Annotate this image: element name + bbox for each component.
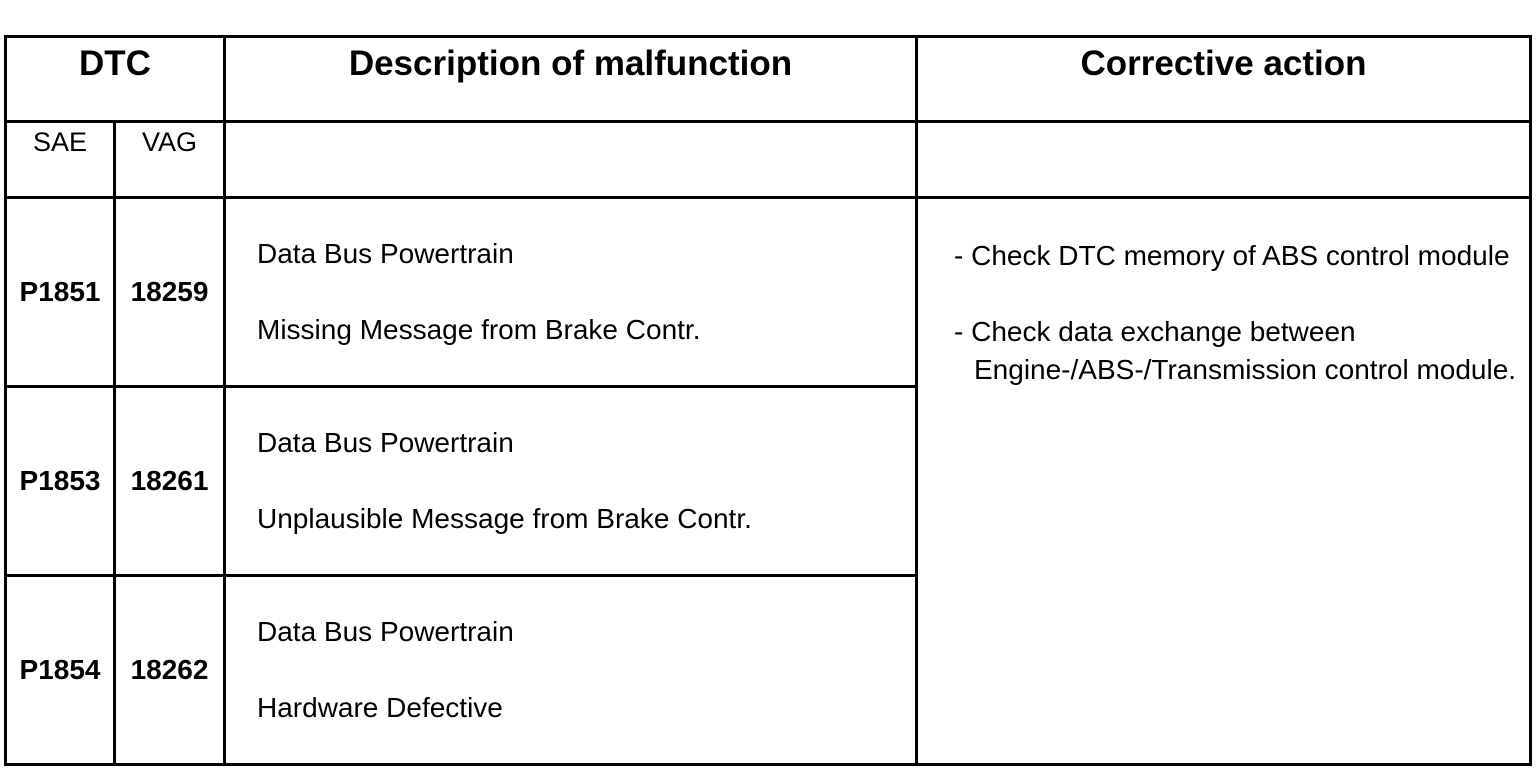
subheader-vag: VAG (141, 127, 197, 157)
header-cell-description (225, 37, 917, 122)
description-line-1: Data Bus Powertrain (257, 616, 514, 647)
subheader-cell-vag (115, 122, 225, 198)
header-dtc: DTC (79, 44, 151, 83)
vag-code: 18262 (115, 576, 225, 765)
corrective-action-cell (917, 198, 1531, 765)
vag-code: 18261 (115, 387, 225, 576)
corrective-action-item: - Check data exchange between Engine-/ABS-/Transmission control module. (954, 316, 1517, 385)
subheader-row (6, 122, 1531, 198)
sae-code: P1851 (6, 198, 115, 387)
description-cell (225, 576, 917, 765)
subheader-cell-description (225, 122, 917, 198)
description-line-1: Data Bus Powertrain (257, 427, 514, 458)
header-cell-dtc (6, 37, 225, 122)
vag-code: 18259 (115, 198, 225, 387)
subheader-cell-corrective (917, 122, 1531, 198)
dtc-table (4, 35, 1532, 766)
header-cell-corrective-action (917, 37, 1531, 122)
corrective-action-item: - Check DTC memory of ABS control module (954, 240, 1510, 271)
header-description: Description of malfunction (348, 44, 793, 83)
description-cell (225, 198, 917, 387)
description-line-2: Missing Message from Brake Contr. (257, 314, 701, 345)
header-corrective-action: Corrective action (1080, 44, 1367, 83)
description-line-1: Data Bus Powertrain (257, 238, 514, 269)
description-line-2: Hardware Defective (257, 692, 503, 723)
subheader-sae: SAE (32, 127, 88, 157)
sae-code: P1853 (6, 387, 115, 576)
subheader-cell-sae (6, 122, 115, 198)
header-row (6, 37, 1531, 122)
sae-code: P1854 (6, 576, 115, 765)
table-row (6, 198, 1531, 387)
description-cell (225, 387, 917, 576)
description-line-2: Unplausible Message from Brake Contr. (257, 503, 752, 534)
